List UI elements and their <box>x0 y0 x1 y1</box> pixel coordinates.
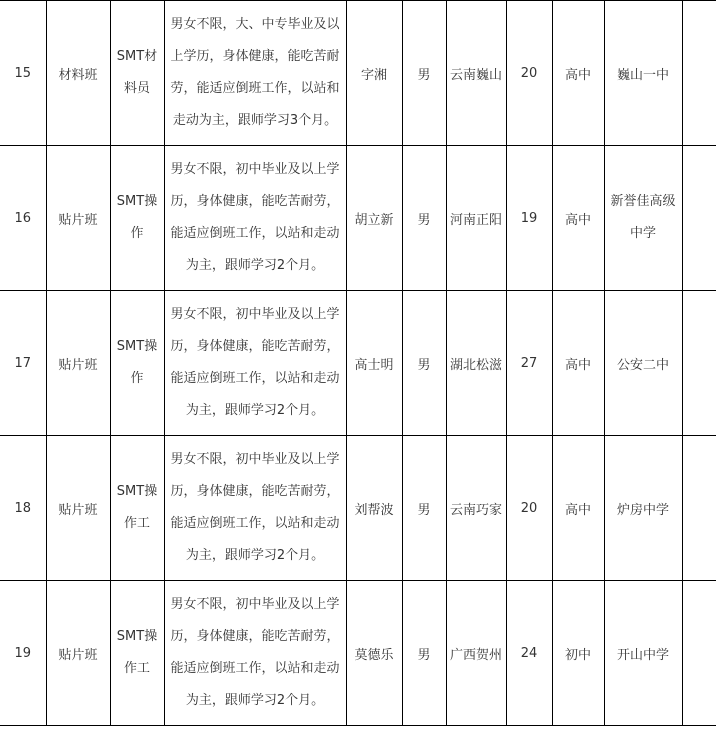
cell-position: SMT操作工 <box>110 436 164 581</box>
cell-age: 19 <box>506 146 552 291</box>
cell-no: 15 <box>0 1 46 146</box>
cell-no: 19 <box>0 581 46 726</box>
cell-name: 莫德乐 <box>346 581 402 726</box>
cell-position: SMT操作 <box>110 291 164 436</box>
cell-school: 炉房中学 <box>604 436 682 581</box>
cell-requirement: 男女不限，初中毕业及以上学历，身体健康，能吃苦耐劳，能适应倒班工作，以站和走动为主，跟师学习2个月。 <box>164 146 346 291</box>
cell-requirement: 男女不限，初中毕业及以上学历，身体健康，能吃苦耐劳，能适应倒班工作，以站和走动为主，跟师学习2个月。 <box>164 581 346 726</box>
cell-origin: 云南巍山 <box>446 1 506 146</box>
cell-name: 字湘 <box>346 1 402 146</box>
cell-education: 高中 <box>552 1 604 146</box>
table-row <box>0 436 716 581</box>
cell-team: 贴片班 <box>46 146 110 291</box>
cell-school: 新誉佳高级中学 <box>604 146 682 291</box>
cell-name: 高士明 <box>346 291 402 436</box>
cell-extra <box>682 436 716 581</box>
cell-requirement: 男女不限，初中毕业及以上学历，身体健康，能吃苦耐劳，能适应倒班工作，以站和走动为主，跟师学习2个月。 <box>164 291 346 436</box>
cell-origin: 云南巧家 <box>446 436 506 581</box>
cell-school: 巍山一中 <box>604 1 682 146</box>
cell-education: 高中 <box>552 291 604 436</box>
cell-origin: 河南正阳 <box>446 146 506 291</box>
cell-extra <box>682 581 716 726</box>
cell-gender: 男 <box>402 146 446 291</box>
cell-position: SMT操作工 <box>110 581 164 726</box>
cell-extra <box>682 1 716 146</box>
cell-origin: 湖北松滋 <box>446 291 506 436</box>
cell-no: 16 <box>0 146 46 291</box>
cell-gender: 男 <box>402 291 446 436</box>
cell-origin: 广西贺州 <box>446 581 506 726</box>
cell-education: 高中 <box>552 146 604 291</box>
cell-age: 24 <box>506 581 552 726</box>
cell-team: 贴片班 <box>46 581 110 726</box>
cell-team: 贴片班 <box>46 436 110 581</box>
table-row <box>0 581 716 726</box>
cell-no: 18 <box>0 436 46 581</box>
cell-position: SMT操作 <box>110 146 164 291</box>
cell-name: 胡立新 <box>346 146 402 291</box>
cell-no: 17 <box>0 291 46 436</box>
cell-age: 20 <box>506 436 552 581</box>
cell-position: SMT材料员 <box>110 1 164 146</box>
cell-gender: 男 <box>402 1 446 146</box>
cell-team: 贴片班 <box>46 291 110 436</box>
cell-extra <box>682 146 716 291</box>
cell-age: 27 <box>506 291 552 436</box>
cell-age: 20 <box>506 1 552 146</box>
cell-education: 高中 <box>552 436 604 581</box>
cell-requirement: 男女不限，大、中专毕业及以上学历，身体健康，能吃苦耐劳，能适应倒班工作，以站和走动为主，跟师学习3个月。 <box>164 1 346 146</box>
table-row <box>0 291 716 436</box>
cell-gender: 男 <box>402 436 446 581</box>
cell-school: 开山中学 <box>604 581 682 726</box>
table-row <box>0 146 716 291</box>
cell-gender: 男 <box>402 581 446 726</box>
table-row <box>0 1 716 146</box>
cell-education: 初中 <box>552 581 604 726</box>
cell-requirement: 男女不限，初中毕业及以上学历，身体健康，能吃苦耐劳，能适应倒班工作，以站和走动为主，跟师学习2个月。 <box>164 436 346 581</box>
cell-school: 公安二中 <box>604 291 682 436</box>
cell-name: 刘帮波 <box>346 436 402 581</box>
cell-extra <box>682 291 716 436</box>
cell-team: 材料班 <box>46 1 110 146</box>
